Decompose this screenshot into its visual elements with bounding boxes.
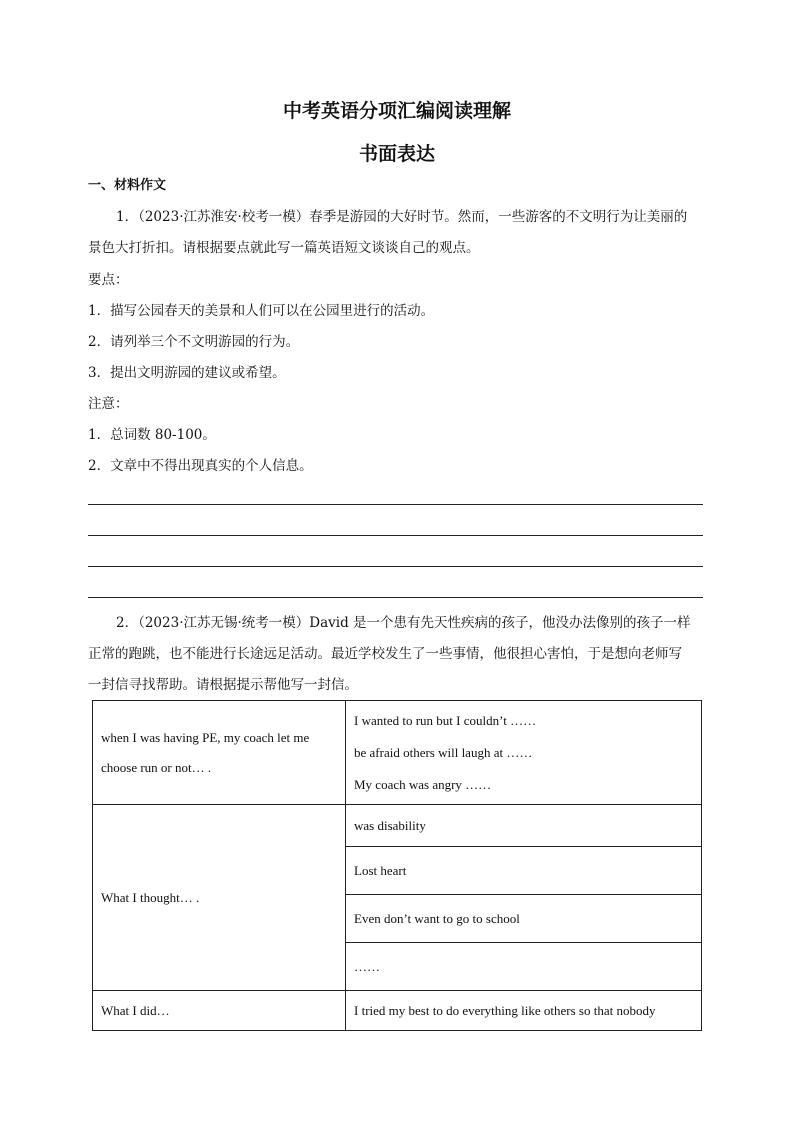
q1-points-label: 要点： — [88, 272, 129, 288]
q1-note-1: 1．总词数 80-100。 — [88, 427, 216, 443]
section-heading: 一、材料作文 — [88, 178, 167, 193]
q1-point-2: 2．请列举三个不文明游园的行为。 — [88, 334, 300, 350]
q1-note-2: 2．文章中不得出现真实的个人信息。 — [88, 458, 313, 474]
table-row — [93, 701, 702, 805]
answer-line-3[interactable] — [88, 566, 703, 567]
q1-notes-label: 注意： — [88, 396, 129, 412]
table-row — [93, 991, 702, 1031]
table-cell — [93, 701, 346, 805]
row1-left-line-2: choose run or not… . — [101, 759, 212, 775]
table-cell: What I thought… . — [93, 805, 346, 991]
q1-prompt-line-1: 1．（2023·江苏淮安·校考一模）春季是游园的大好时节。然而，一些游客的不文明行为让美丽的 — [116, 209, 688, 225]
q1-point-3: 3．提出文明游园的建议或希望。 — [88, 365, 286, 381]
document-subtitle: 书面表达 — [358, 143, 435, 165]
hint-table — [92, 700, 702, 1031]
row1-right-line-1: I wanted to run but I couldn’t …… — [354, 712, 537, 728]
table-cell: What I did… — [93, 991, 346, 1031]
row1-left-line-1: when I was having PE, my coach let me — [101, 729, 310, 745]
table-cell — [346, 701, 702, 805]
table-cell: Lost heart — [346, 847, 702, 895]
row1-right-line-3: My coach was angry …… — [354, 776, 492, 792]
answer-line-1[interactable] — [88, 504, 703, 505]
row1-right-line-2: be afraid others will laugh at …… — [354, 744, 533, 760]
document-title: 中考英语分项汇编阅读理解 — [282, 100, 511, 122]
q2-prompt-line-2: 正常的跑跳，也不能进行长途远足活动。最近学校发生了一些事情，他很担心害怕，于是想向老师写 — [88, 646, 682, 662]
table-row — [93, 805, 702, 847]
q2-prompt-line-1: 2．（2023·江苏无锡·统考一模）David 是一个患有先天性疾病的孩子，他没办法像别的孩子一样 — [116, 615, 691, 631]
table-cell: I tried my best to do everything like others so that nobody — [346, 991, 702, 1031]
table-cell: …… — [346, 943, 702, 991]
q1-point-1: 1．描写公园春天的美景和人们可以在公园里进行的活动。 — [88, 303, 435, 319]
table-cell: Even don’t want to go to school — [346, 895, 702, 943]
q2-prompt-line-3: 一封信寻找帮助。请根据提示帮他写一封信。 — [88, 677, 358, 693]
table-cell: was disability — [346, 805, 702, 847]
answer-line-2[interactable] — [88, 535, 703, 536]
q1-prompt-line-2: 景色大打折扣。请根据要点就此写一篇英语短文谈谈自己的观点。 — [88, 240, 480, 256]
answer-line-4[interactable] — [88, 597, 703, 598]
